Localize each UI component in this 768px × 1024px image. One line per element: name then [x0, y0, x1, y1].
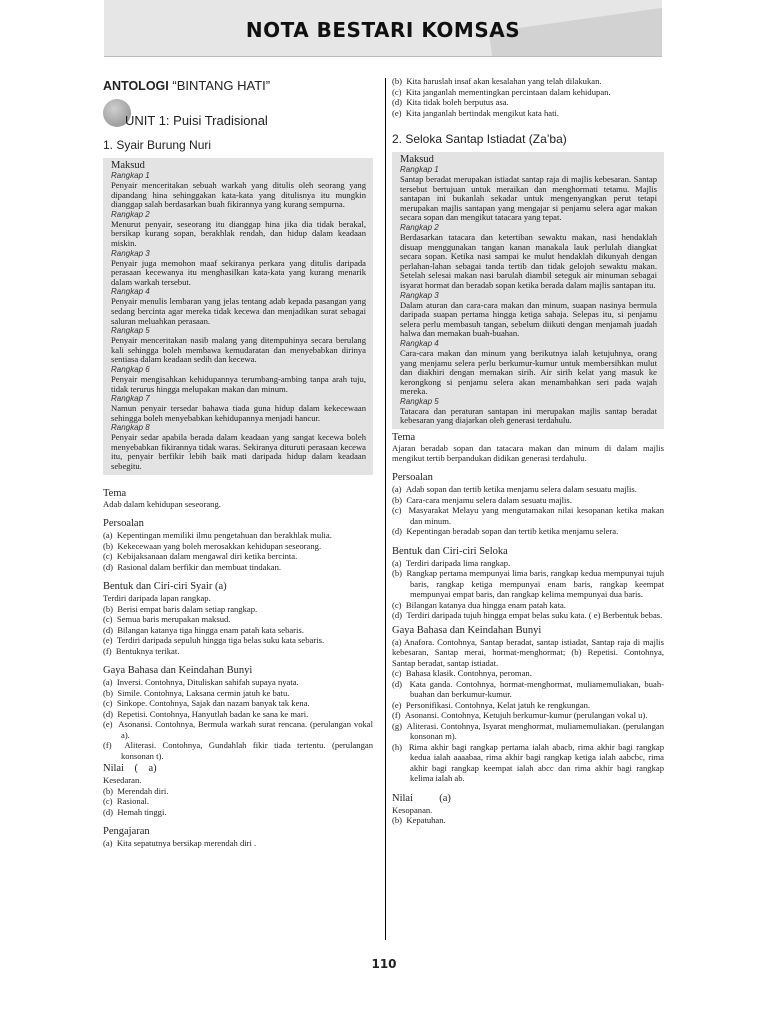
- gaya-heading: Gaya Bahasa dan Keindahan Bunyi: [103, 665, 253, 677]
- syair-maksud-box: [103, 158, 373, 475]
- unit-title: UNIT 1: Puisi Tradisional: [125, 113, 268, 128]
- list-item: Kesopanan.: [392, 804, 433, 815]
- list-item: (d) Kepentingan beradab sopan dan tertib ketika menjamu selera.: [392, 526, 619, 537]
- header-banner: [104, 0, 662, 57]
- list-item: (b) Simile. Contohnya, Laksana cermin jatuh ke batu.: [103, 687, 290, 698]
- list-item: (b) Cara-cara menjamu selera dalam sesuatu majlis.: [392, 494, 572, 505]
- rangkap-text: Penyair mengisahkan kehidupannya terumbang-ambing tanpa arah tuju, tidak terurus hingga melupakan makan dan minum.: [111, 373, 366, 394]
- list-item: (a) Adab sopan dan tertib ketika menjamu selera dalam sesuatu majlis.: [392, 484, 637, 495]
- list-item: (c) Masyarakat Melayu yang mengutamakan nilai kesopanan ketika makan dan minum.: [392, 505, 664, 526]
- maksud-label: Maksud: [111, 160, 145, 171]
- rangkap-label: Rangkap 1: [400, 165, 439, 174]
- list-item: (g) Aliterasi. Contohnya, Isyarat menghormat, muliamemuliakan. (perulangan konsonan m).: [392, 720, 664, 742]
- rangkap-text: Dalam aturan dan cara-cara makan dan minum, suapan nasinya bermula daripada suapan pertama hingga ketiga sahaja. Selepas itu, si penjamu selera perlu membasuh tangan, sebelum diikuti dengan menjamah juadah halwa dan memakan buah-buahan.: [400, 299, 657, 339]
- list-item: (d) Kita tidak boleh berputus asa.: [392, 97, 509, 107]
- column-divider: [385, 78, 386, 940]
- rangkap-label: Rangkap 8: [111, 423, 150, 433]
- seloka-maksud-box: [392, 152, 664, 429]
- list-item: (d) Kata ganda. Contohnya, hormat-menghormat, muliamemuliakan, buah-buahan dan berkumur-kumur.: [392, 678, 664, 700]
- right-column: [392, 76, 664, 826]
- antologi-name: “BINTANG HATI”: [172, 78, 271, 93]
- rangkap-1: [400, 165, 657, 223]
- tema-heading: Tema: [103, 487, 127, 499]
- list-item: (a) Inversi. Contohnya, Dituliskan sahifah supaya nyata.: [103, 677, 299, 688]
- bentuk-heading: Bentuk dan Ciri-ciri Seloka: [392, 545, 508, 557]
- nilai-list: [103, 775, 373, 817]
- list-item: Kesedaran.: [103, 775, 142, 786]
- list-item: (c) Rasional.: [103, 796, 150, 807]
- gaya-heading: Gaya Bahasa dan Keindahan Bunyi: [392, 624, 542, 636]
- gaya-list: [103, 677, 373, 761]
- antologi-label: ANTOLOGI: [103, 79, 169, 93]
- rangkap-label: Rangkap 6: [111, 364, 150, 374]
- gaya-list: [392, 637, 664, 784]
- list-item: (d) Rasional dalam berfikir dan membuat tindakan.: [103, 561, 282, 572]
- tema-text: Ajaran beradab sopan dan tatacara makan dan minum di dalam majlis mengikut tertib berpandukan didikan generasi terdahulu.: [392, 443, 664, 463]
- persoalan-heading: Persoalan: [103, 518, 144, 530]
- rangkap-text: Berdasarkan tatacara dan ketertiban sewaktu makan, nasi hendaklah disuap menggunakan tangan kanan manakala lauk perlulah diangkat secara sopan. Ketika nasi sampai ke mulut hendaklah dikunyah dengan perlahan-lahan sebagai tanda tertib dan tidak gelojoh sewaktu makan. Setelah selesai makan nasi barulah diambil seteguk air minuman sebagai isyarat hormat dan beradab sopan ketika berada dalam majlis santapan itu.: [400, 231, 657, 290]
- header-title: NOTA BESTARI KOMSAS: [245, 18, 521, 42]
- rangkap-label: Rangkap 2: [400, 222, 439, 232]
- list-item: (c) Bahasa klasik. Contohnya, peroman.: [392, 668, 532, 679]
- rangkap-4: [400, 339, 657, 397]
- list-item: (c) Kita janganlah mementingkan percintaan dalam kehidupan.: [392, 86, 611, 97]
- list-item: (c) Sinkope. Contohnya, Sajak dan nazam banyak tak kena.: [103, 698, 310, 709]
- list-item: (e) Kita janganlah bertindak mengikut kata hati.: [392, 107, 560, 118]
- syair-heading: 1. Syair Burung Nuri: [103, 138, 212, 152]
- list-item: Terdiri daripada lapan rangkap.: [103, 593, 211, 604]
- list-item: (a) Anafora. Contohnya, Santap beradat, santap istiadat, Santap raja di majlis kebesaran, Santap merai, hormat-menghormat; (b) Repetisi. Contohnya, Santap beradat, santap istiadat.: [392, 636, 664, 668]
- rangkap-label: Rangkap 1: [111, 171, 150, 180]
- rangkap-1: [111, 171, 366, 210]
- rangkap-text: Penyair menceritakan nasib malang yang ditempuhinya secara berulang kali sehingga boleh membawa kemudaratan dan menyebabkan dirinya sentiasa dalam keadaan sedih dan kecewa.: [111, 335, 366, 365]
- rangkap-label: Rangkap 4: [111, 287, 150, 297]
- list-item: (h) Rima akhir bagi rangkap pertama ialah abacb, rima akhir bagi rangkap kedua ialah aaaabaa, rima akhir bagi rangkap ketiga ialah aabcbc, rima akhir bagi rangkap keempat ialah abcc dan rima akhir bagi rangkap kelima ialah ab.: [392, 741, 664, 784]
- list-item: (d) Terdiri daripada tujuh hingga empat belas suku kata. ( e) Berbentuk bebas.: [392, 610, 663, 621]
- rangkap-label: Rangkap 4: [400, 338, 439, 348]
- list-item: (a) Terdiri daripada lima rangkap.: [392, 557, 511, 568]
- list-item: (c) Semua baris merupakan maksud.: [103, 614, 231, 625]
- pengajaran-list: [103, 838, 373, 849]
- rangkap-label: Rangkap 5: [400, 396, 439, 406]
- list-item: (f) Asonansi. Contohnya, Ketujuh berkumur-kumur (perulangan vokal u).: [392, 710, 648, 721]
- rangkap-text: Penyair juga memohon maaf sekiranya perkara yang ditulis daripada perasaan kecewanya itu menghasilkan kata-kata yang kurang menarik dalam warkah tersebut.: [111, 257, 366, 287]
- rangkap-label: Rangkap 3: [111, 248, 150, 258]
- rangkap-2: [400, 223, 657, 291]
- persoalan-list: [103, 530, 373, 572]
- pengajaran-list-continued: [392, 76, 664, 118]
- list-item: (b) Kepatuhan.: [392, 815, 446, 826]
- rangkap-text: Cara-cara makan dan minum yang berikutnya ialah ketujuhnya, orang yang menjamu selera perlu berkumur-kumur untuk membersihkan mulut dan diakhiri dengan memakan sirih. Air sirih kelat yang masuk ke kerongkong si penjamu selera akan menambahkan seri pada wajah mereka.: [400, 347, 657, 397]
- list-item: (b) Rangkap pertama mempunyai lima baris, rangkap kedua mempunyai tujuh baris, rangkap ketiga mempunyai enam baris, rangkap keempat mempunyai empat baris, dan rangkap kelima mempunyai dua baris.: [392, 568, 664, 600]
- rangkap-4: [111, 287, 366, 326]
- list-item: (a) Kita sepatutnya bersikap merendah diri .: [103, 838, 257, 849]
- list-item: (b) Berisi empat baris dalam setiap rangkap.: [103, 603, 258, 614]
- list-item: (e) Terdiri daripada sepuluh hingga tiga belas suku kata sebaris.: [103, 635, 325, 646]
- bentuk-list: [392, 558, 664, 621]
- list-item: (a) Kepentingan memiliki ilmu pengetahuan dan berakhlak mulia.: [103, 530, 332, 541]
- page-number: 110: [371, 957, 397, 971]
- persoalan-list: [392, 484, 664, 537]
- pengajaran-heading: Pengajaran: [103, 826, 150, 838]
- rangkap-label: Rangkap 2: [111, 209, 150, 219]
- list-item: (f) Bentuknya terikat.: [103, 645, 180, 656]
- nilai-heading: Nilai (a): [392, 792, 451, 804]
- rangkap-3: [400, 291, 657, 339]
- nilai-list: [392, 805, 664, 826]
- list-item: (c) Bilangan katanya dua hingga enam patah kata.: [392, 599, 566, 610]
- rangkap-3: [111, 249, 366, 288]
- rangkap-5: [111, 326, 366, 365]
- persoalan-heading: Persoalan: [392, 472, 433, 484]
- rangkap-label: Rangkap 7: [111, 394, 150, 404]
- list-item: (b) Kekecewaan yang boleh merosakkan kehidupan seseorang.: [103, 540, 322, 551]
- rangkap-text: Santap beradat merupakan istiadat santap raja di majlis kebesaran. Santap tersebut bertujuan untuk meraikan dan menghormati tetamu. Majlis santapan ini bukanlah sekadar untuk mengenyangkan perut tetapi merupakan majlis santapan yang mengajar si penjamu selera agar makan secara sopan dan mengikut tatacara yang tepat.: [400, 174, 657, 223]
- tema-text: Adab dalam kehidupan seseorang.: [103, 498, 221, 509]
- tema-heading: Tema: [392, 432, 416, 444]
- nilai-heading: Nilai ( a): [103, 763, 157, 775]
- rangkap-text: Namun penyair tersedar bahawa tiada guna hidup dalam kekecewaan sehingga boleh menyebabkan kehidupannya menjadi hancur.: [111, 403, 366, 423]
- rangkap-text: Menurut penyair, seseorang itu dianggap hina jika dia tidak berakal, bersikap kurang sopan, berakhlak rendah, dan hidup dalam keadaan miskin.: [111, 218, 366, 248]
- seloka-heading: 2. Seloka Santap Istiadat (Za’ba): [392, 132, 567, 146]
- list-item: (d) Repetisi. Contohnya, Hanyutlah badan ke sana ke mari.: [103, 708, 309, 719]
- rangkap-8: [111, 423, 366, 471]
- list-item: (d) Bilangan katanya tiga hingga enam patah kata sebaris.: [103, 624, 304, 635]
- list-item: (b) Kita haruslah insaf akan kesalahan yang telah dilakukan.: [392, 76, 602, 86]
- antologi-title: [103, 78, 373, 93]
- list-item: (f) Aliterasi. Contohnya, Gundahlah fikir tiada tertentu. (perulangan konsonan t).: [103, 740, 373, 761]
- rangkap-2: [111, 210, 366, 249]
- list-item: (d) Hemah tinggi.: [103, 806, 167, 817]
- rangkap-text: Penyair menceritakan sebuah warkah yang ditulis oleh seorang yang dipandang hina sehinggakan kata-kata yang ditulisnya itu mungkin dianggap salah berdasarkan buah fikirannya yang kurang sempurna.: [111, 180, 366, 210]
- bentuk-list: [103, 593, 373, 656]
- left-column: [103, 74, 373, 849]
- unit-heading: [103, 99, 373, 129]
- rangkap-label: Rangkap 5: [111, 326, 150, 336]
- maksud-label: Maksud: [400, 154, 434, 165]
- rangkap-text: Penyair sedar apabila berada dalam keadaan yang sangat kecewa boleh menyebabkan fikirannya tidak waras. Sekiranya dituruti perasaan kecewa itu, penyair berfikir lebih baik mati daripada hidup dalam keadaan sebegitu.: [111, 432, 366, 472]
- rangkap-7: [111, 394, 366, 423]
- list-item: (c) Kebijaksanaan dalam mengawal diri ketika bercinta.: [103, 551, 298, 562]
- rangkap-text: Penyair menulis lembaran yang jelas tentang adab kepada pasangan yang sedang bercinta agar mereka tidak kecewa dan menjadikan surat sebagai saluran meluahkan perasaan.: [111, 296, 366, 326]
- rangkap-6: [111, 365, 366, 394]
- rangkap-5: [400, 397, 657, 426]
- list-item: (e) Asonansi. Contohnya, Bermula warkah surat rencana. (perulangan vokal a).: [103, 719, 373, 740]
- bentuk-heading: Bentuk dan Ciri-ciri Syair (a): [103, 581, 227, 593]
- list-item: (b) Merendah diri.: [103, 785, 169, 796]
- rangkap-text: Tatacara dan peraturan santapan ini merupakan majlis santap beradat kebesaran yang diajarkan oleh generasi terdahulu.: [400, 405, 657, 426]
- rangkap-label: Rangkap 3: [400, 290, 439, 300]
- list-item: (e) Personifikasi. Contohnya, Kelat jatuh ke rengkungan.: [392, 699, 591, 710]
